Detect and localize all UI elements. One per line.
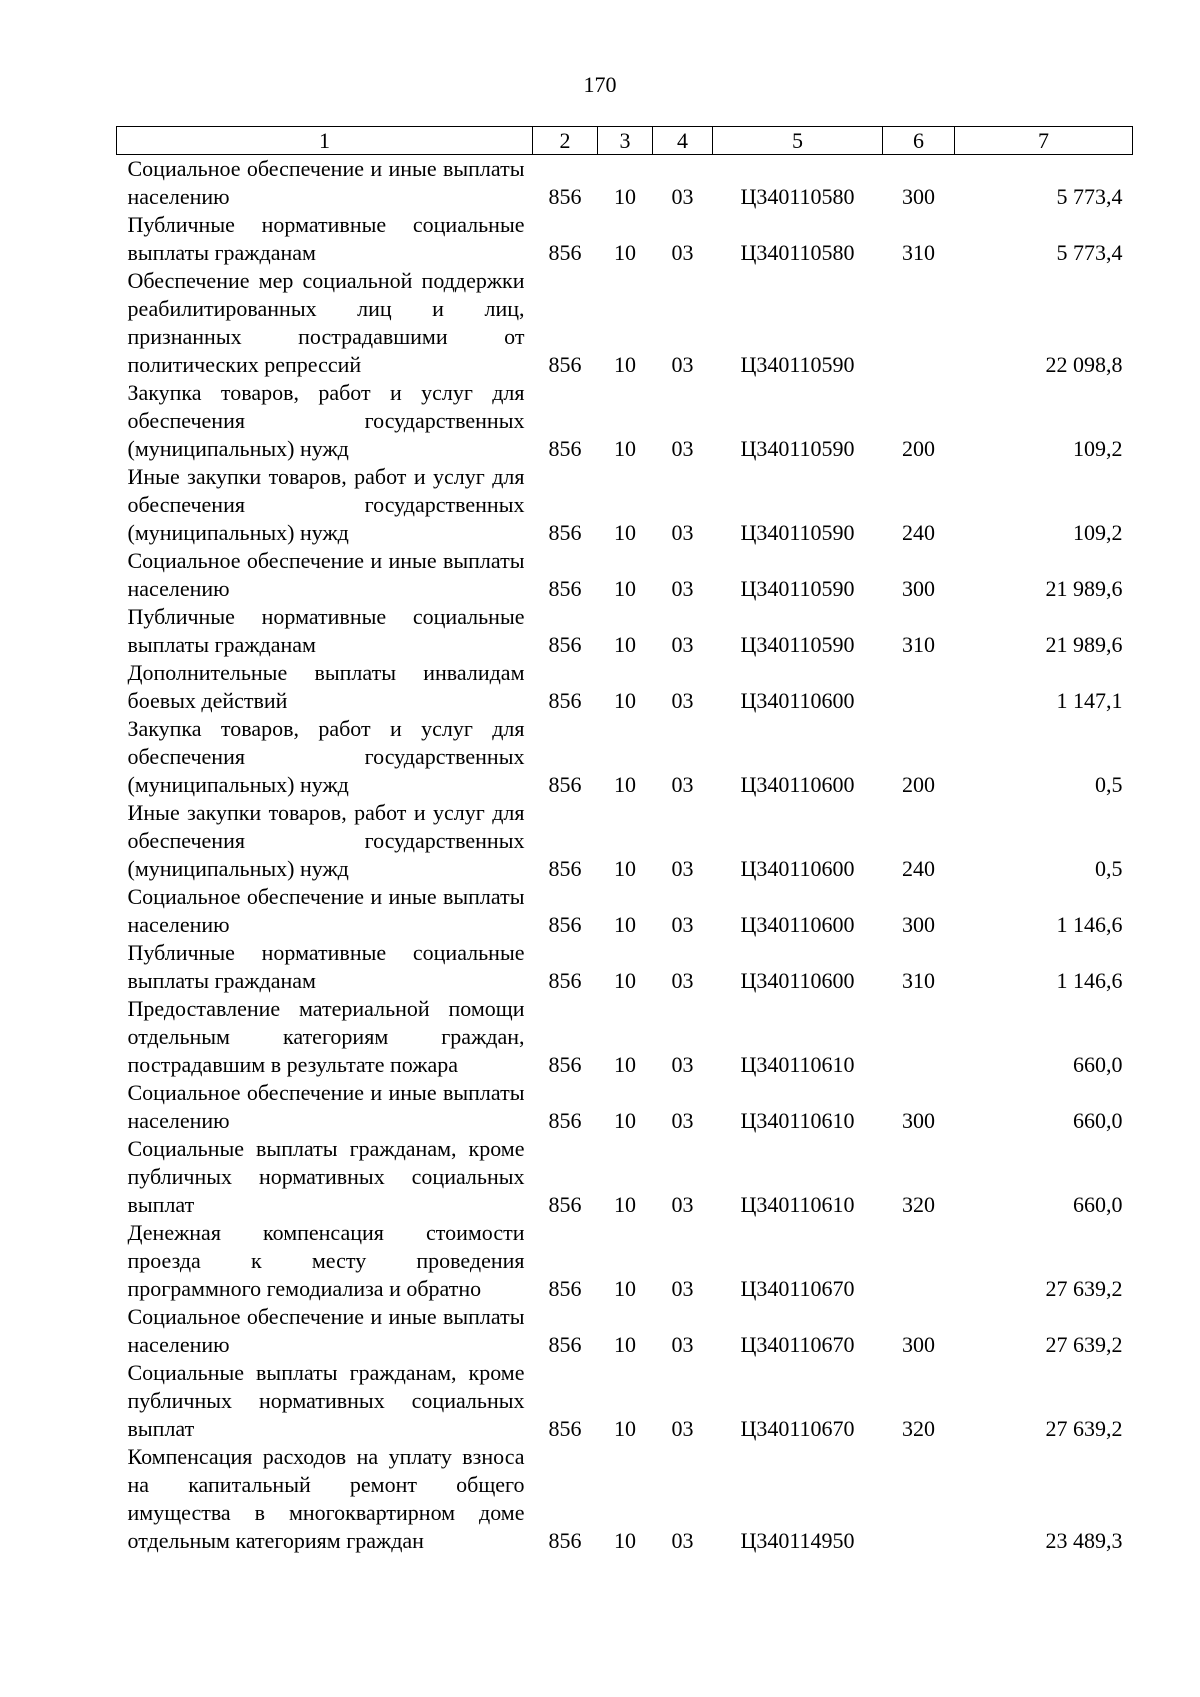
- row-section: 10: [614, 856, 636, 881]
- row-target-article: Ц340110600: [740, 688, 855, 713]
- budget-table: [116, 126, 1133, 1555]
- row-section: 10: [614, 436, 636, 461]
- row-name: Иные закупки товаров, работ и услуг для обеспечения государственных (муниципальных) нужд: [127, 464, 525, 545]
- column-header-1: 1: [117, 127, 533, 155]
- row-name: Иные закупки товаров, работ и услуг для обеспечения государственных (муниципальных) нужд: [127, 800, 525, 881]
- row-expense-type: 200: [902, 772, 935, 797]
- table-header: [117, 127, 1133, 155]
- table-row: [117, 1135, 1133, 1219]
- row-ministry-code: 856: [548, 436, 582, 461]
- row-name: Социальное обеспечение и иные выплаты населению: [127, 884, 525, 937]
- row-name: Закупка товаров, работ и услуг для обеспечения государственных (муниципальных) нужд: [127, 716, 525, 797]
- row-subsection: 03: [671, 688, 694, 713]
- row-target-article: Ц340110580: [740, 184, 855, 209]
- table-row: [117, 211, 1133, 267]
- row-expense-type: [883, 995, 955, 1079]
- row-amount: 1 146,6: [1056, 912, 1123, 937]
- row-target-article: Ц340110670: [740, 1332, 855, 1357]
- row-expense-type: 310: [902, 632, 935, 657]
- row-ministry-code: 856: [548, 688, 582, 713]
- row-section: 10: [614, 1192, 636, 1217]
- row-target-article: Ц340110600: [740, 912, 855, 937]
- row-amount: 660,0: [1073, 1052, 1123, 1077]
- row-amount: 109,2: [1073, 520, 1123, 545]
- row-expense-type: 300: [902, 576, 935, 601]
- row-subsection: 03: [671, 240, 694, 265]
- row-expense-type: 300: [902, 184, 935, 209]
- row-ministry-code: 856: [548, 1528, 582, 1553]
- row-subsection: 03: [671, 856, 694, 881]
- row-section: 10: [614, 1052, 636, 1077]
- row-amount: 27 639,2: [1045, 1276, 1123, 1301]
- header-row: [117, 127, 1133, 155]
- table-row: [117, 939, 1133, 995]
- row-name: Обеспечение мер социальной поддержки реабилитированных лиц и лиц, признанных пострадавшими от политических репрессий: [127, 268, 525, 377]
- row-ministry-code: 856: [548, 1108, 582, 1133]
- row-name: Социальные выплаты гражданам, кроме публичных нормативных социальных выплат: [127, 1360, 525, 1441]
- row-subsection: 03: [671, 1332, 694, 1357]
- row-subsection: 03: [671, 352, 694, 377]
- row-target-article: Ц340110610: [740, 1108, 855, 1133]
- row-expense-type: 310: [902, 240, 935, 265]
- page-number: 170: [583, 72, 617, 97]
- row-expense-type: [883, 1219, 955, 1303]
- row-ministry-code: 856: [548, 968, 582, 993]
- row-section: 10: [614, 772, 636, 797]
- column-header-4: 4: [653, 127, 713, 155]
- row-amount: 1 147,1: [1056, 688, 1123, 713]
- row-ministry-code: 856: [548, 912, 582, 937]
- row-expense-type: 240: [902, 520, 935, 545]
- row-name: Социальное обеспечение и иные выплаты населению: [127, 548, 525, 601]
- row-ministry-code: 856: [548, 184, 582, 209]
- row-ministry-code: 856: [548, 1276, 582, 1301]
- row-section: 10: [614, 632, 636, 657]
- row-section: 10: [614, 1276, 636, 1301]
- row-section: 10: [614, 912, 636, 937]
- row-ministry-code: 856: [548, 1332, 582, 1357]
- row-section: 10: [614, 1416, 636, 1441]
- row-subsection: 03: [671, 520, 694, 545]
- table-row: [117, 379, 1133, 463]
- row-name: Социальное обеспечение и иные выплаты населению: [127, 156, 525, 209]
- row-target-article: Ц340110590: [740, 352, 855, 377]
- row-amount: 109,2: [1073, 436, 1123, 461]
- row-amount: 27 639,2: [1045, 1332, 1123, 1357]
- row-amount: 21 989,6: [1045, 632, 1123, 657]
- row-subsection: 03: [671, 968, 694, 993]
- row-target-article: Ц340110590: [740, 520, 855, 545]
- row-section: 10: [614, 576, 636, 601]
- row-ministry-code: 856: [548, 520, 582, 545]
- row-section: 10: [614, 1332, 636, 1357]
- row-target-article: Ц340110610: [740, 1052, 855, 1077]
- column-header-2: 2: [533, 127, 598, 155]
- row-section: 10: [614, 184, 636, 209]
- row-ministry-code: 856: [548, 1052, 582, 1077]
- table-row: [117, 995, 1133, 1079]
- table-row: [117, 659, 1133, 715]
- row-name: Дополнительные выплаты инвалидам боевых действий: [127, 660, 525, 713]
- row-name: Социальные выплаты гражданам, кроме публичных нормативных социальных выплат: [127, 1136, 525, 1217]
- table-row: [117, 715, 1133, 799]
- row-name: Социальное обеспечение и иные выплаты населению: [127, 1304, 525, 1357]
- row-ministry-code: 856: [548, 1416, 582, 1441]
- row-amount: 5 773,4: [1056, 184, 1123, 209]
- table-row: [117, 799, 1133, 883]
- row-expense-type: 310: [902, 968, 935, 993]
- row-name: Социальное обеспечение и иные выплаты населению: [127, 1080, 525, 1133]
- row-section: 10: [614, 1528, 636, 1553]
- row-target-article: Ц340110600: [740, 856, 855, 881]
- row-target-article: Ц340110610: [740, 1192, 855, 1217]
- row-expense-type: 300: [902, 1108, 935, 1133]
- row-subsection: 03: [671, 632, 694, 657]
- row-amount: 0,5: [1095, 772, 1123, 797]
- row-subsection: 03: [671, 436, 694, 461]
- table-row: [117, 1219, 1133, 1303]
- row-expense-type: [883, 267, 955, 379]
- table-row: [117, 883, 1133, 939]
- row-subsection: 03: [671, 772, 694, 797]
- table-row: [117, 1303, 1133, 1359]
- row-name: Предоставление материальной помощи отдельным категориям граждан, пострадавшим в результате пожара: [127, 996, 525, 1077]
- row-expense-type: 300: [902, 912, 935, 937]
- row-name: Публичные нормативные социальные выплаты гражданам: [127, 604, 525, 657]
- row-ministry-code: 856: [548, 772, 582, 797]
- table-body: [117, 155, 1133, 1556]
- row-section: 10: [614, 1108, 636, 1133]
- row-amount: 23 489,3: [1045, 1528, 1123, 1553]
- row-section: 10: [614, 520, 636, 545]
- row-expense-type: 300: [902, 1332, 935, 1357]
- row-target-article: Ц340110590: [740, 576, 855, 601]
- row-subsection: 03: [671, 1276, 694, 1301]
- row-amount: 5 773,4: [1056, 240, 1123, 265]
- row-target-article: Ц340110670: [740, 1416, 855, 1441]
- row-name: Публичные нормативные социальные выплаты гражданам: [127, 940, 525, 993]
- row-subsection: 03: [671, 1416, 694, 1441]
- row-ministry-code: 856: [548, 1192, 582, 1217]
- column-header-5: 5: [713, 127, 883, 155]
- row-ministry-code: 856: [548, 632, 582, 657]
- row-amount: 660,0: [1073, 1108, 1123, 1133]
- row-expense-type: [883, 1443, 955, 1555]
- row-target-article: Ц340110580: [740, 240, 855, 265]
- row-section: 10: [614, 688, 636, 713]
- row-amount: 1 146,6: [1056, 968, 1123, 993]
- row-ministry-code: 856: [548, 856, 582, 881]
- row-section: 10: [614, 352, 636, 377]
- row-section: 10: [614, 968, 636, 993]
- row-subsection: 03: [671, 1528, 694, 1553]
- row-ministry-code: 856: [548, 352, 582, 377]
- row-expense-type: 320: [902, 1416, 935, 1441]
- column-header-6: 6: [883, 127, 955, 155]
- row-name: Публичные нормативные социальные выплаты гражданам: [127, 212, 525, 265]
- table-row: [117, 603, 1133, 659]
- table-row: [117, 463, 1133, 547]
- row-amount: 21 989,6: [1045, 576, 1123, 601]
- row-target-article: Ц340110600: [740, 968, 855, 993]
- row-target-article: Ц340114950: [740, 1528, 855, 1553]
- row-expense-type: [883, 659, 955, 715]
- row-name: Денежная компенсация стоимости проезда к месту проведения программного гемодиализа и обратно: [127, 1220, 525, 1301]
- row-target-article: Ц340110670: [740, 1276, 855, 1301]
- row-amount: 22 098,8: [1045, 352, 1123, 377]
- row-subsection: 03: [671, 184, 694, 209]
- row-target-article: Ц340110600: [740, 772, 855, 797]
- row-subsection: 03: [671, 1108, 694, 1133]
- row-amount: 0,5: [1095, 856, 1123, 881]
- row-amount: 27 639,2: [1045, 1416, 1123, 1441]
- row-expense-type: 200: [902, 436, 935, 461]
- column-header-3: 3: [598, 127, 653, 155]
- row-expense-type: 320: [902, 1192, 935, 1217]
- table-row: [117, 1079, 1133, 1135]
- row-target-article: Ц340110590: [740, 632, 855, 657]
- row-amount: 660,0: [1073, 1192, 1123, 1217]
- row-target-article: Ц340110590: [740, 436, 855, 461]
- table-row: [117, 267, 1133, 379]
- row-subsection: 03: [671, 912, 694, 937]
- row-expense-type: 240: [902, 856, 935, 881]
- table-row: [117, 155, 1133, 212]
- row-ministry-code: 856: [548, 240, 582, 265]
- row-name: Компенсация расходов на уплату взноса на капитальный ремонт общего имущества в многоквартирном доме отдельным категориям граждан: [127, 1444, 525, 1553]
- table-row: [117, 547, 1133, 603]
- row-section: 10: [614, 240, 636, 265]
- row-name: Закупка товаров, работ и услуг для обеспечения государственных (муниципальных) нужд: [127, 380, 525, 461]
- row-subsection: 03: [671, 1192, 694, 1217]
- table-row: [117, 1443, 1133, 1555]
- row-subsection: 03: [671, 1052, 694, 1077]
- table-row: [117, 1359, 1133, 1443]
- column-header-7: 7: [955, 127, 1133, 155]
- row-ministry-code: 856: [548, 576, 582, 601]
- row-subsection: 03: [671, 576, 694, 601]
